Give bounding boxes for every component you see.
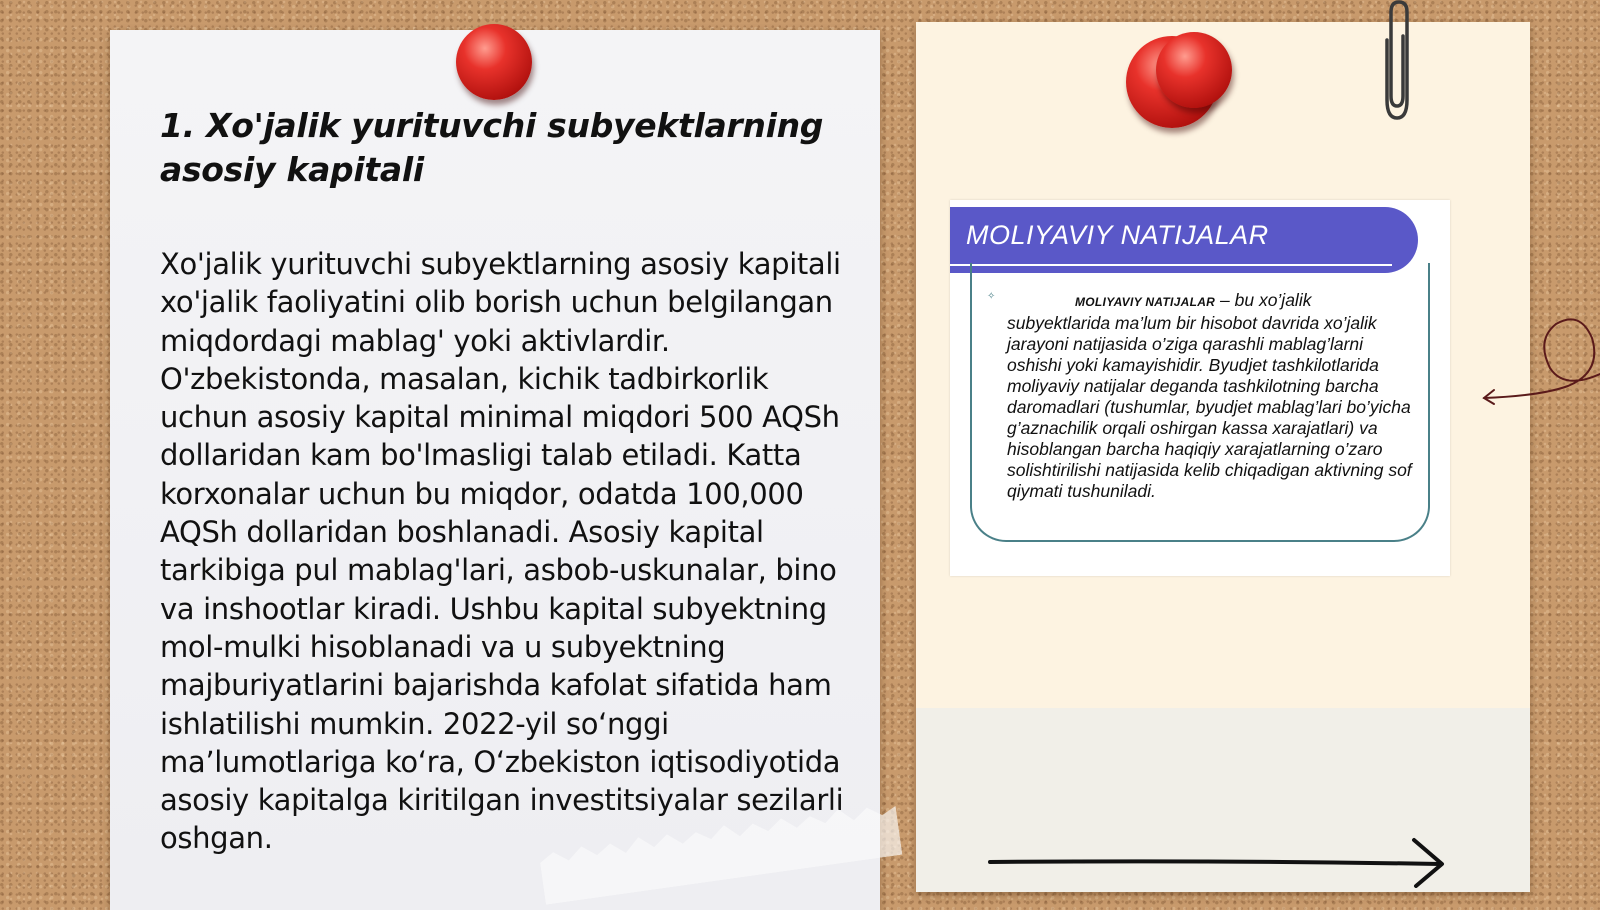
bullet-icon: ✧	[987, 291, 996, 302]
definition-term: MOLIYAVIY NATIJALAR	[1075, 295, 1216, 309]
definition-header-title: MOLIYAVIY NATIJALAR	[966, 220, 1269, 250]
curly-arrow-icon	[1480, 312, 1600, 412]
definition-text	[1007, 290, 1417, 502]
definition-body: – bu xo’jalik subyektlarida ma’lum bir hisobot davrida xo’jalik jarayoni natijasida o’ziga qarashli mablag’larni oshishi yoki kamayishidir. Byudjet tashkilotlarida moliyaviy natijalar deganda tashkilotning barcha daromadlari (tushumlar, byudjet mablag’lari bo’yicha g’aznachilik orqali oshirgan kassa xarajatlari) va hisoblangan barcha haqiqiy xarajatlarning o’zaro solishtirilishi natijasida kelib chiqadigan aktivning sof qiymati tushuniladi.	[1007, 290, 1412, 501]
note-body-text: Xo'jalik yurituvchi subyektlarning asosiy kapitali xo'jalik faoliyatini olib borish uchun belgilangan miqdordagi mablag' yoki aktivlardir. O'zbekistonda, masalan, kichik tadbirkorlik uchun asosiy kapital minimal miqdori 500 AQSh dollaridan kam bo'lmasligi talab etiladi. Katta korxonalar uchun bu miqdor, odatda 100,000 AQSh dollaridan boshlanadi. Asosiy kapital tarkibiga pul mablag'lari, asbob-uskunalar, bino va inshootlar kiradi. Ushbu kapital subyektning mol-mulki hisoblanadi va u subyektning majburiyatlarini bajarishda kafolat sifatida ham ishlatilishi mumkin. 2022-yil so‘nggi ma’lumotlariga ko‘ra, O‘zbekiston iqtisodiyotida asosiy kapitalga kiritilgan investitsiyalar sezilarli oshgan.	[160, 247, 844, 856]
note-title: 1. Xo'jalik yurituvchi subyektlarning asosiy kapitali	[160, 106, 824, 189]
paperclip-icon	[1375, 0, 1419, 124]
arrow-right-icon	[988, 836, 1448, 888]
pushpin-icon	[1156, 32, 1232, 108]
pushpin-icon	[456, 24, 532, 100]
